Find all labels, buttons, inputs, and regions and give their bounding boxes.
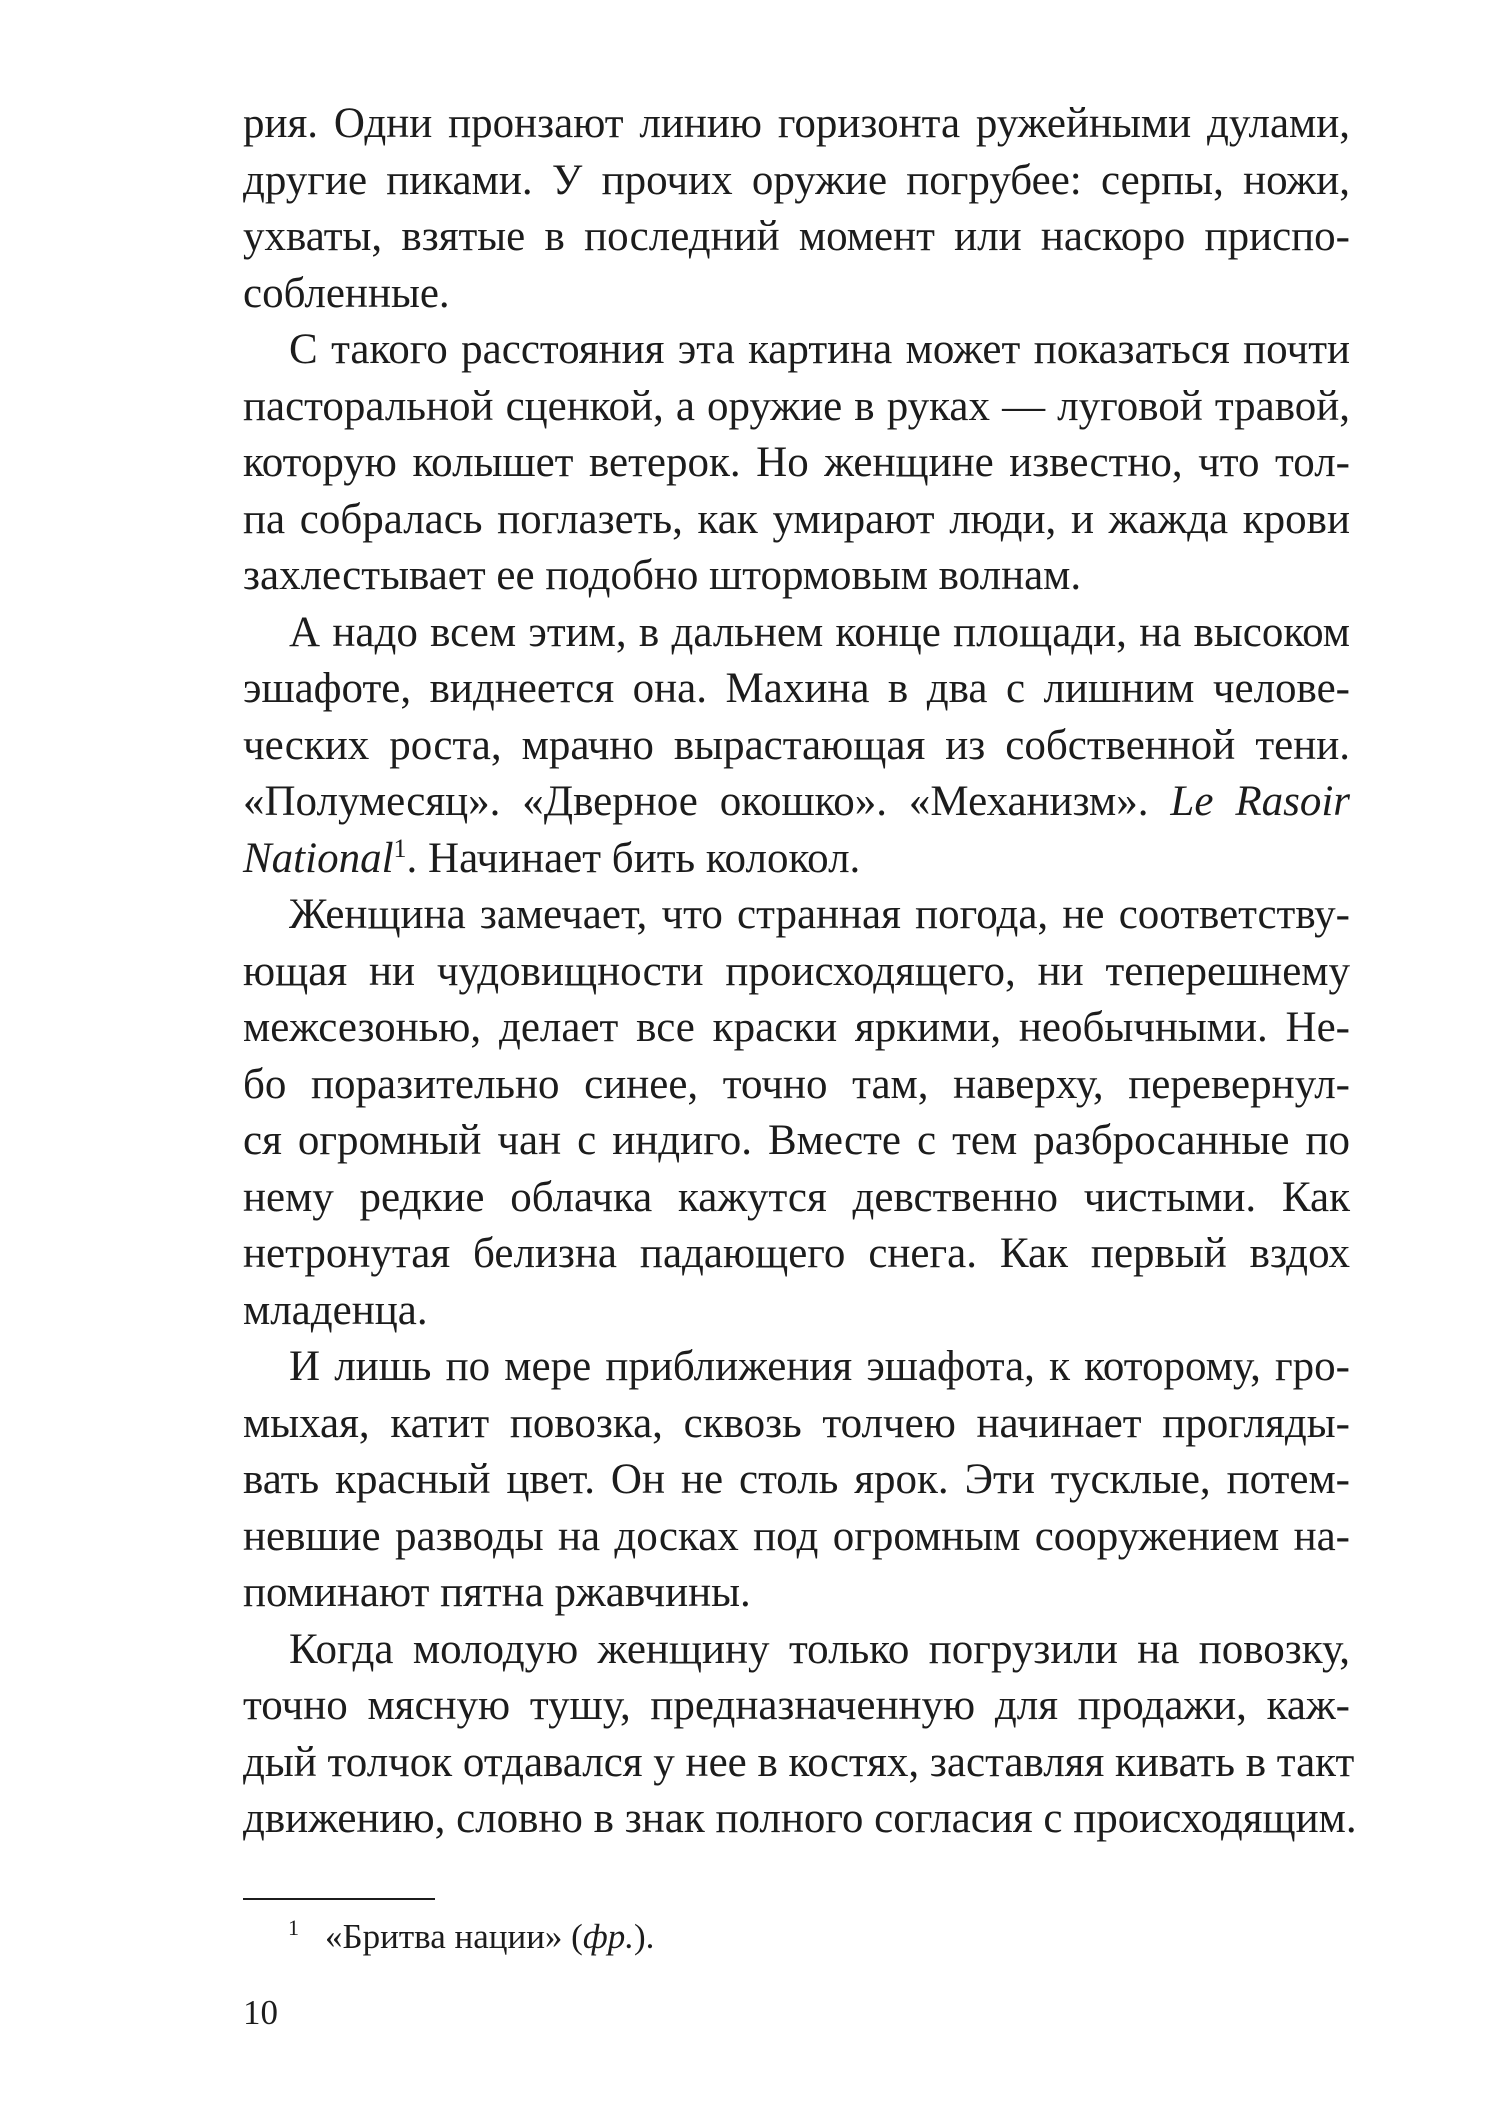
footnote bbox=[288, 1912, 654, 1962]
text-line: пасторальной сценкой, а оружие в руках — луговой травой, bbox=[243, 382, 1350, 430]
text-line: дый толчок отдавался у нее в костях, заставляя кивать в такт bbox=[243, 1738, 1355, 1786]
text-line: движению, словно в знак полного согласия с происходящим. bbox=[243, 1795, 1357, 1842]
text-line: С такого расстояния эта картина может показаться почти bbox=[289, 326, 1350, 373]
footnote-text-end: ). bbox=[633, 1917, 655, 1956]
text-line: мыхая, катит повозка, сквозь толчею начинает прогляды- bbox=[243, 1399, 1350, 1447]
text-line: И лишь по мере приближения эшафота, к которому, гро- bbox=[289, 1343, 1350, 1390]
footnote-number: 1 bbox=[288, 1915, 299, 1940]
text-line: ческих роста, мрачно вырастающая из собственной тени. bbox=[243, 721, 1350, 769]
text-segment: . Начинает бить колокол. bbox=[406, 834, 861, 882]
text-line: собленные. bbox=[243, 269, 450, 317]
text-line: Когда молодую женщину только погрузили на повозку, bbox=[289, 1625, 1350, 1673]
text-line: вать красный цвет. Он не столь ярок. Эти тусклые, потем- bbox=[243, 1456, 1350, 1503]
footnote-divider bbox=[243, 1898, 435, 1900]
footnote-text: «Бритва нации» ( bbox=[325, 1917, 583, 1956]
text-line: нему редкие облачка кажутся девственно чистыми. Как bbox=[243, 1173, 1350, 1221]
text-line: младенца. bbox=[243, 1286, 428, 1334]
text-line: другие пиками. У прочих оружие погрубее: серпы, ножи, bbox=[243, 156, 1350, 204]
text-line: рия. Одни пронзают линию горизонта ружейными дулами, bbox=[243, 100, 1350, 147]
italic-text: National bbox=[243, 834, 394, 882]
text-line: Женщина замечает, что странная погода, не соответству- bbox=[289, 891, 1350, 938]
text-line: нетронутая белизна падающего снега. Как первый вздох bbox=[243, 1230, 1350, 1277]
footnote-italic: фр. bbox=[582, 1917, 634, 1956]
text-line: которую колышет ветерок. Но женщине известно, что тол- bbox=[243, 439, 1350, 486]
text-line: ухваты, взятые в последний момент или наскоро приспо- bbox=[243, 213, 1350, 260]
text-segment: «Полумесяц». «Дверное окошко». «Механизм». bbox=[243, 778, 1149, 825]
page-number: 10 bbox=[243, 1993, 278, 2032]
text-line: межсезонью, делает все краски яркими, необычными. Не- bbox=[243, 1004, 1350, 1051]
text-line: А надо всем этим, в дальнем конце площади, на высоком bbox=[289, 608, 1350, 656]
italic-text: Le Rasoir bbox=[1170, 778, 1351, 825]
text-line: ющая ни чудовищности происходящего, ни теперешнему bbox=[243, 947, 1350, 995]
text-line: поминают пятна ржавчины. bbox=[243, 1569, 751, 1616]
text-line bbox=[243, 831, 1350, 888]
footnote-reference: 1 bbox=[393, 833, 407, 863]
text-line: эшафоте, виднеется она. Махина в два с лишним челове- bbox=[243, 665, 1350, 712]
text-line: невшие разводы на досках под огромным сооружением на- bbox=[243, 1512, 1350, 1560]
text-line: бо поразительно синее, точно там, наверху, перевернул- bbox=[243, 1060, 1350, 1108]
book-page bbox=[243, 96, 1357, 1848]
text-line: точно мясную тушу, предназначенную для продажи, каж- bbox=[243, 1682, 1350, 1729]
text-line: ся огромный чан с индиго. Вместе с тем разбросанные по bbox=[243, 1117, 1350, 1164]
text-line: па собралась поглазеть, как умирают люди, и жажда крови bbox=[243, 495, 1350, 543]
text-line bbox=[243, 774, 1350, 831]
body-text bbox=[243, 96, 1357, 1848]
text-line: захлестывает ее подобно штормовым волнам. bbox=[243, 552, 1082, 599]
